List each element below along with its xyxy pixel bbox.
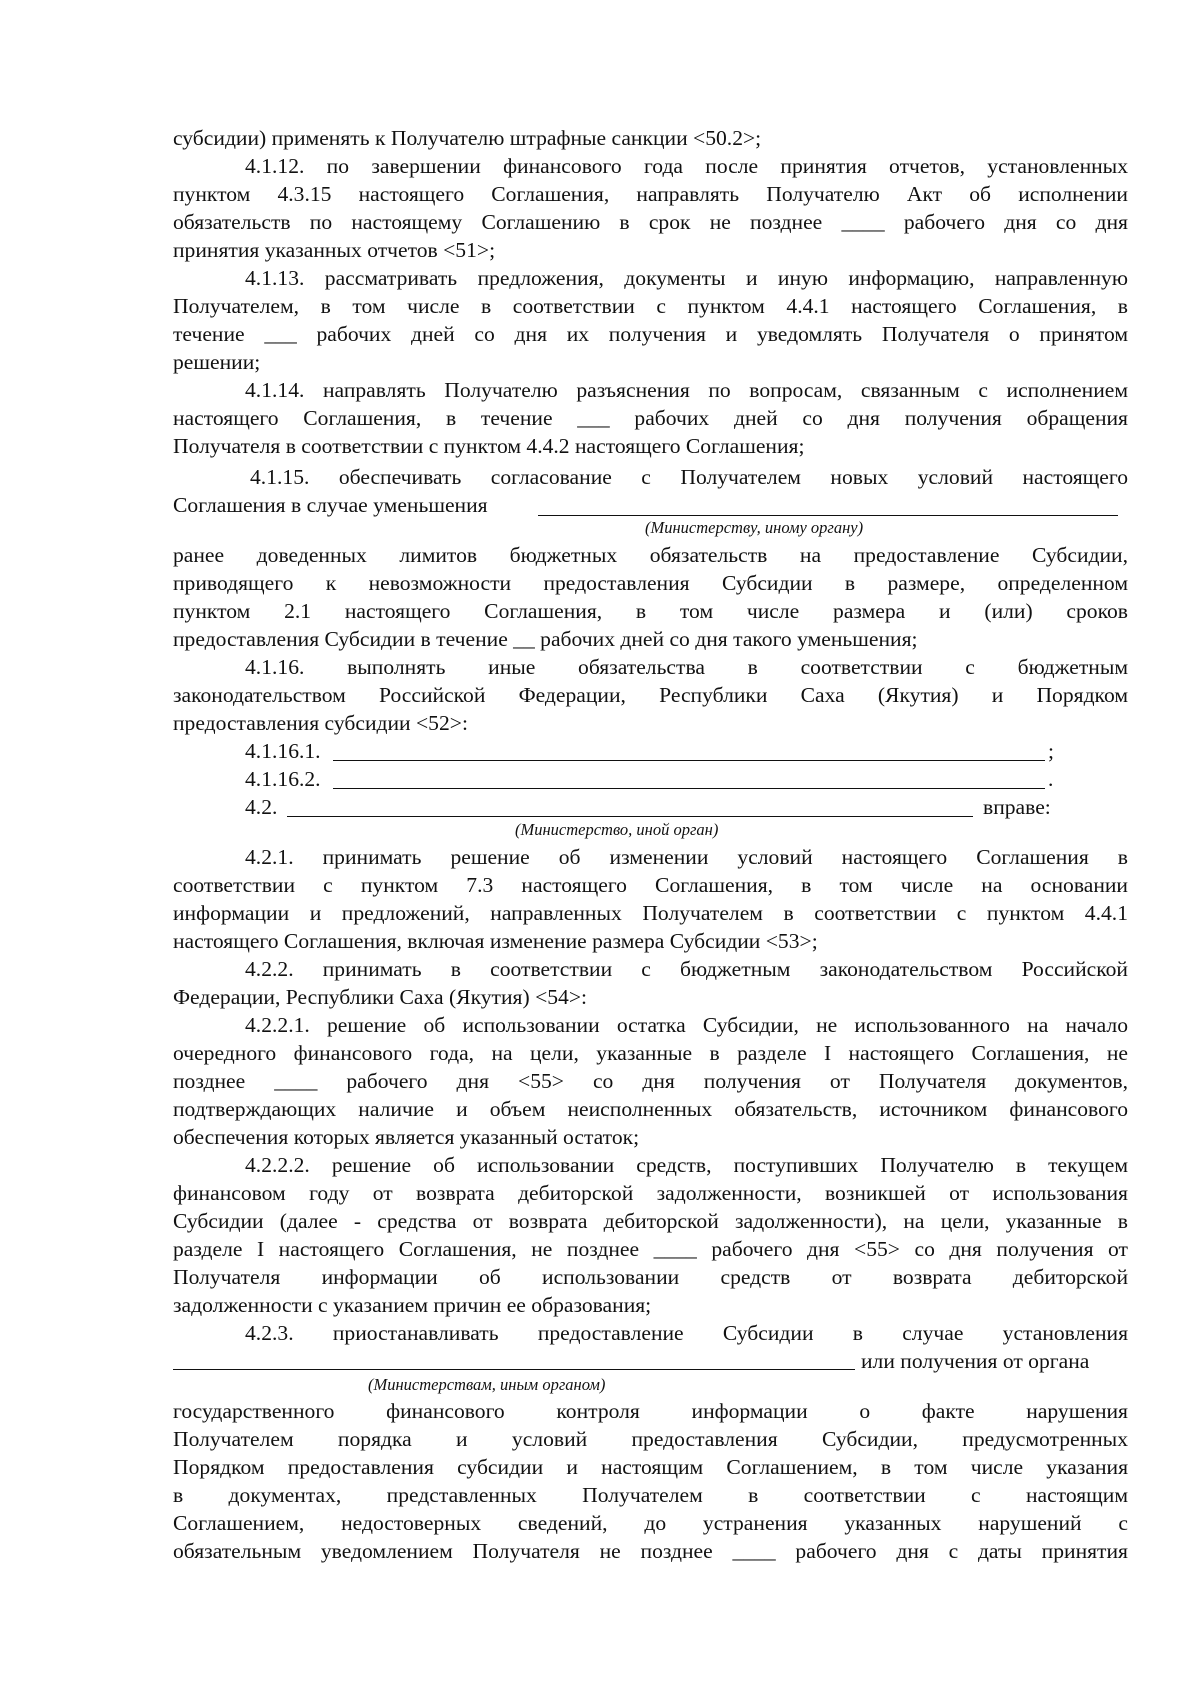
text-line: позднее ____ рабочего дня <55> со дня получения от Получателя документов, xyxy=(173,1069,1128,1093)
caption: (Министерство, иной орган) xyxy=(515,820,719,839)
text-line: принятия указанных отчетов <51>; xyxy=(173,238,496,262)
text-line: 4.2.2. принимать в соответствии с бюджетным законодательством Российской xyxy=(245,957,1128,981)
text-line: очередного финансового года, на цели, указанные в разделе I настоящего Соглашения, не xyxy=(173,1041,1128,1065)
text-line: обеспечения которых является указанный остаток; xyxy=(173,1125,640,1149)
text-line: Получателя информации об использовании средств от возврата дебиторской xyxy=(173,1265,1128,1289)
text-line: решении; xyxy=(173,350,261,374)
text-line: ранее доведенных лимитов бюджетных обязательств на предоставление Субсидии, xyxy=(173,543,1128,567)
item-number: 4.1.16.2. xyxy=(245,767,321,791)
text-line: Порядком предоставления субсидии и настоящим Соглашением, в том числе указания xyxy=(173,1455,1128,1479)
text-line: задолженности с указанием причин ее образования; xyxy=(173,1293,652,1317)
text-line: финансовом году от возврата дебиторской задолженности, возникшей от использования xyxy=(173,1181,1128,1205)
text-line: Соглашением, недостоверных сведений, до устранения указанных нарушений с xyxy=(173,1511,1128,1535)
blank-underline xyxy=(333,760,1045,761)
text-line: Субсидии (далее - средства от возврата дебиторской задолженности), на цели, указанные в xyxy=(173,1209,1128,1233)
text-line: настоящего Соглашения, включая изменение размера Субсидии <53>; xyxy=(173,929,818,953)
text-line: обязательным уведомлением Получателя не позднее ____ рабочего дня с даты принятия xyxy=(173,1539,1128,1563)
text-fragment: вправе: xyxy=(983,795,1051,819)
text-line: соответствии с пунктом 7.3 настоящего Соглашения, в том числе на основании xyxy=(173,873,1128,897)
text-line: разделе I настоящего Соглашения, не позднее ____ рабочего дня <55> со дня получения от xyxy=(173,1237,1128,1261)
text-line: 4.1.14. направлять Получателю разъяснения по вопросам, связанным с исполнением xyxy=(245,378,1128,402)
text-line: государственного финансового контроля информации о факте нарушения xyxy=(173,1399,1128,1423)
text-line: Федерации, Республики Саха (Якутия) <54>: xyxy=(173,985,588,1009)
text-line: Получателем, в том числе в соответствии с пунктом 4.4.1 настоящего Соглашения, в xyxy=(173,294,1128,318)
text-line: течение ___ рабочих дней со дня их получения и уведомлять Получателя о принятом xyxy=(173,322,1128,346)
text-line: 4.2.2.1. решение об использовании остатка Субсидии, не использованного на начало xyxy=(245,1013,1128,1037)
text-line: 4.2.1. принимать решение об изменении условий настоящего Соглашения в xyxy=(245,845,1128,869)
blank-underline xyxy=(287,816,973,817)
text-line: законодательством Российской Федерации, Республики Саха (Якутия) и Порядком xyxy=(173,683,1128,707)
item-number: 4.2. xyxy=(245,795,278,819)
text-line: обязательств по настоящему Соглашению в срок не позднее ____ рабочего дня со дня xyxy=(173,210,1128,234)
text-line: 4.1.15. обеспечивать согласование с Получателем новых условий настоящего xyxy=(250,465,1128,489)
caption: (Министерствам, иным органом) xyxy=(368,1375,606,1394)
text-line: 4.2.3. приостанавливать предоставление Субсидии в случае установления xyxy=(245,1321,1128,1345)
text-line: приводящего к невозможности предоставления Субсидии в размере, определенном xyxy=(173,571,1128,595)
text-line: 4.1.13. рассматривать предложения, документы и иную информацию, направленную xyxy=(245,266,1128,290)
text-line: предоставления субсидии <52>: xyxy=(173,711,468,735)
text-line: 4.1.12. по завершении финансового года после принятия отчетов, установленных xyxy=(245,154,1128,178)
text-line: Получателем порядка и условий предоставления Субсидии, предусмотренных xyxy=(173,1427,1128,1451)
text-line: пунктом 4.3.15 настоящего Соглашения, направлять Получателю Акт об исполнении xyxy=(173,182,1128,206)
text-line: субсидии) применять к Получателю штрафные санкции <50.2>; xyxy=(173,126,762,150)
text-line: в документах, представленных Получателем в соответствии с настоящим xyxy=(173,1483,1128,1507)
text-line: Соглашения в случае уменьшения xyxy=(173,493,488,517)
text-line: 4.1.16. выполнять иные обязательства в соответствии с бюджетным xyxy=(245,655,1128,679)
caption: (Министерству, иному органу) xyxy=(645,518,864,537)
text-line: 4.2.2.2. решение об использовании средств, поступивших Получателю в текущем xyxy=(245,1153,1128,1177)
text-line: пунктом 2.1 настоящего Соглашения, в том числе размера и (или) сроков xyxy=(173,599,1128,623)
text-line: подтверждающих наличие и объем неисполненных обязательств, источником финансового xyxy=(173,1097,1128,1121)
text-line: предоставления Субсидии в течение __ рабочих дней со дня такого уменьшения; xyxy=(173,627,918,651)
text-line: Получателя в соответствии с пунктом 4.4.2 настоящего Соглашения; xyxy=(173,434,805,458)
item-number: 4.1.16.1. xyxy=(245,739,321,763)
blank-underline xyxy=(333,788,1045,789)
text-line: настоящего Соглашения, в течение ___ рабочих дней со дня получения обращения xyxy=(173,406,1128,430)
text-fragment: или получения от органа xyxy=(861,1349,1090,1373)
text-line: информации и предложений, направленных Получателем в соответствии с пунктом 4.4.1 xyxy=(173,901,1128,925)
line-end-mark: . xyxy=(1048,767,1054,791)
blank-underline xyxy=(538,515,1118,516)
blank-underline xyxy=(173,1369,855,1370)
line-end-mark: ; xyxy=(1048,739,1054,763)
